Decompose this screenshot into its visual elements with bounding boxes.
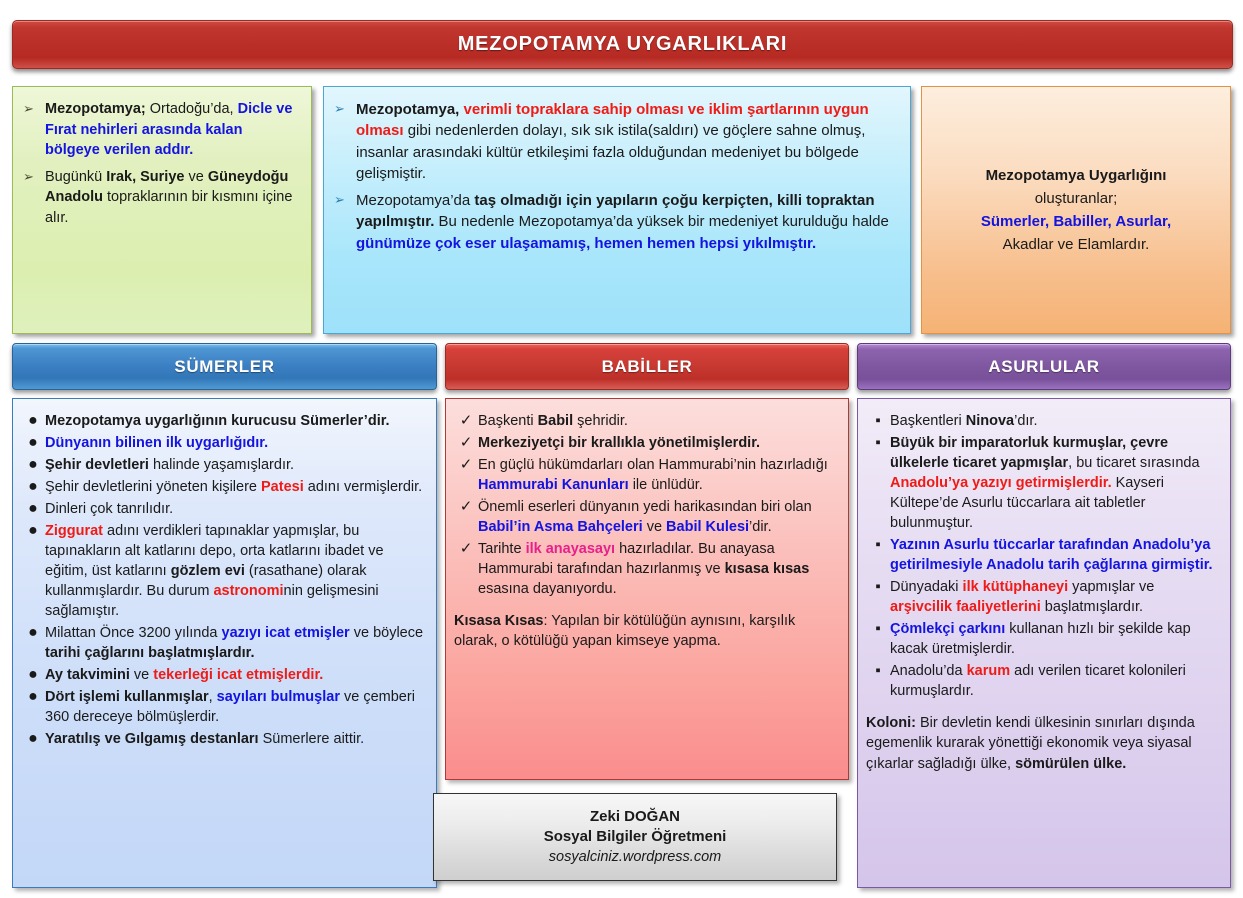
text-plain: adını vermişlerdir. (303, 479, 423, 495)
bullet-marker-icon: ▪ (875, 412, 881, 429)
text-plain: , bu ticaret sırasında (1068, 455, 1200, 471)
bullet-marker-icon: ▪ (875, 536, 881, 553)
list-item-text (45, 499, 426, 519)
bullet-marker-icon: ✓ (459, 498, 473, 515)
text-highlight-blue: sayıları bulmuşlar (216, 689, 340, 705)
bullet-marker-icon: ✓ (459, 434, 473, 451)
list-item-text (890, 661, 1220, 701)
text-bold: Mezopotamya; (45, 101, 146, 117)
list-item-text (45, 455, 426, 475)
bullet-marker-icon: ● (28, 730, 38, 747)
column-title-sumerler: SÜMERLER (174, 356, 275, 376)
text-bold: Irak, Suriye (106, 168, 185, 185)
column-babiller (445, 343, 849, 780)
text-bold: Yaratılış ve Gılgamış destanları (45, 731, 259, 747)
bullet-marker-icon: ✓ (459, 456, 473, 473)
civilizations-text (981, 164, 1171, 257)
text-bold: Mezopotamya uygarlığının kurucusu Sümerler’dir. (45, 413, 390, 429)
text-plain: , (208, 689, 217, 705)
column-footer-note (454, 611, 838, 652)
bullet-marker-icon: ● (28, 624, 38, 641)
column-title-asurlular: ASURLULAR (988, 356, 1100, 376)
bullet-marker-icon: ▪ (875, 434, 881, 451)
bullet-marker-icon: ▪ (875, 620, 881, 637)
list-item-text (45, 167, 297, 229)
info-box-civilizations (921, 86, 1231, 334)
list-item-text (478, 433, 838, 453)
civilizations-line (981, 164, 1171, 187)
text-highlight-red: verimli topraklara sahip olması ve iklim şartlarının uygun olması (356, 101, 869, 140)
text-plain: Tarihte (478, 541, 526, 557)
list-item (334, 190, 896, 254)
bullet-marker-icon: ● (28, 522, 38, 539)
text-bold: Dört işlemi kullanmışlar (45, 689, 209, 705)
list-item (21, 455, 426, 475)
column-asurlular (857, 343, 1231, 888)
civilizations-line (981, 187, 1171, 210)
page-title-banner (12, 20, 1233, 69)
text-plain: hazırladılar. Bu anayasa Hammurabi tarafından hazırlanmış ve (478, 541, 775, 577)
bullet-marker-icon: ● (28, 456, 38, 473)
list-item-text (890, 433, 1220, 533)
list-item (21, 499, 426, 519)
list-item-text (45, 433, 426, 453)
arrow-bullet-icon: ➢ (334, 192, 345, 208)
text-bold: Büyük bir imparatorluk kurmuşlar, çevre ülkelerle ticaret yapmışlar (890, 435, 1169, 471)
text-plain: : Yapılan bir kötülüğün aynısını, karşılık olarak, o kötülüğü yapan kimseye yapma. (454, 613, 796, 650)
author-website: sosyalciniz.wordpress.com (548, 848, 722, 865)
list-item (21, 623, 426, 663)
arrow-bullet-icon: ➢ (334, 101, 345, 116)
text-bold: sömürülen ülke. (1015, 755, 1127, 772)
arrow-bullet-icon: ➢ (23, 168, 34, 184)
author-name: Zeki DOĞAN (589, 807, 680, 825)
text-highlight-blue: Dünyanın bilinen ilk uygarlığıdır. (45, 435, 269, 451)
list-item-text (45, 411, 426, 431)
text-bold: Şehir devletleri (45, 457, 149, 473)
text-plain: oluşturanlar; (1034, 189, 1118, 207)
bullet-marker-icon: ● (28, 666, 38, 683)
info-box-definition (12, 86, 312, 334)
text-highlight-red: tekerleği icat etmişlerdir. (153, 667, 324, 683)
text-bold: Mezopotamya, (356, 101, 460, 118)
bullet-marker-icon: ✓ (459, 412, 473, 429)
text-highlight-blue: Çömlekçi çarkını (890, 621, 1006, 637)
text-highlight-magenta: ilk anayasayı (525, 541, 616, 557)
list-item-text (45, 477, 426, 497)
text-bold: Kısasa Kısas (454, 613, 544, 629)
list-item-text (890, 577, 1220, 617)
column-header-sumerler (12, 343, 437, 390)
text-bold: Babil (537, 413, 574, 429)
list-item (866, 619, 1220, 659)
text-highlight-blue: Babil Kulesi (666, 519, 750, 535)
definition-list (23, 99, 297, 228)
text-bold: Koloni: (866, 715, 916, 731)
list-item (21, 477, 426, 497)
text-highlight-blue: yazıyı icat etmişler (221, 625, 350, 641)
bullet-marker-icon: ▪ (875, 578, 881, 595)
text-plain: ve çemberi 360 dereceye bölmüşlerdir. (45, 689, 415, 725)
text-highlight-blue: Sümerler, Babiller, Asurlar, (980, 213, 1172, 230)
list-item-text (356, 190, 896, 254)
text-plain: esasına dayanıyordu. (478, 581, 617, 597)
text-highlight-blue: Yazının Asurlu tüccarlar tarafından Anadolu’ya getirilmesiyle Anadolu tarih çağlarına girmiştir. (890, 537, 1213, 573)
column-title-babiller: BABİLLER (601, 356, 693, 376)
list-item-text (890, 619, 1220, 659)
list-item-text (45, 623, 426, 663)
text-plain: başlatmışlardır. (1040, 599, 1144, 615)
text-plain: Dünyadaki (890, 579, 963, 595)
info-box-geography (323, 86, 911, 334)
list-item-text (478, 539, 838, 599)
text-highlight-blue: Dicle ve Fırat nehirleri arasında kalan bölgeye verilen addır. (45, 101, 293, 159)
list-item (866, 535, 1220, 575)
bullet-marker-icon: ▪ (875, 662, 881, 679)
list-item-text (356, 99, 896, 184)
text-plain: ile ünlüdür. (628, 477, 703, 493)
text-plain: ve böylece (349, 625, 424, 641)
text-plain: yapmışlar ve (1068, 579, 1155, 595)
text-plain: Bir devletin kendi ülkesinin sınırları dışında egemenlik kurarak yönettiği ekonomik veya siyasal çıkarlar sağladığı ülke, (866, 715, 1195, 772)
list-item (334, 99, 896, 184)
list-item (866, 577, 1220, 617)
text-plain: şehridir. (573, 413, 628, 429)
column-header-babiller (445, 343, 849, 390)
text-bold: gözlem evi (170, 563, 245, 579)
text-plain: adını verdikleri tapınaklar yapmışlar, bu tapınakların alt katlarını depo, orta katlarını ibadet ve eğitim, üst katlarını (45, 523, 384, 579)
bullet-marker-icon: ● (28, 412, 38, 429)
list-item (866, 433, 1220, 533)
column-body-asurlular (857, 398, 1231, 888)
list-item (454, 539, 838, 599)
list-item (866, 411, 1220, 431)
text-plain: Akadlar ve Elamlardır. (1002, 236, 1150, 254)
text-plain: Bu nedenle Mezopotamya’da yüksek bir medeniyet kurulduğu halde (434, 213, 889, 231)
text-plain: ve (129, 667, 154, 683)
list-item-text (45, 729, 426, 749)
text-plain: ’dir. (749, 519, 772, 535)
author-signature-box (433, 793, 837, 881)
text-plain: gibi nedenlerden dolayı, sık sık istila(saldırı) ve göçlere sahne olmuş, insanlar arasındaki kültür etkileşimi fazla olduğundan medeniyet bu bölgede gelişmiştir. (356, 122, 866, 182)
list-item-text (45, 687, 426, 727)
bullet-marker-icon: ✓ (459, 540, 473, 557)
column-header-asurlular (857, 343, 1231, 390)
text-plain: Kayseri Kültepe’de Asurlu tüccarlara ait tabletler bulunmuştur. (890, 475, 1164, 531)
text-highlight-red: karum (966, 663, 1011, 679)
text-highlight-red: astronomi (213, 583, 284, 599)
list-item (21, 687, 426, 727)
text-plain: adı verilen ticaret kolonileri kurmuşlardır. (890, 663, 1186, 699)
text-bold: taş olmadığı için yapıların çoğu kerpiçten, killi topraktan yapılmıştır. (356, 192, 875, 231)
list-item (21, 729, 426, 749)
text-plain: Milattan Önce 3200 yılında (45, 625, 222, 641)
text-bold: kısasa kısas (724, 561, 810, 577)
text-plain: Başkentleri (890, 413, 966, 429)
bullet-marker-icon: ● (28, 500, 38, 517)
text-highlight-red: Patesi (261, 479, 304, 495)
list-item (23, 99, 297, 161)
column-body-babiller (445, 398, 849, 780)
text-highlight-red: Anadolu’ya yazıyı getirmişlerdir. (890, 475, 1112, 491)
list-item (21, 411, 426, 431)
text-plain: topraklarının bir kısmını içine alır. (45, 189, 293, 226)
civilizations-line (981, 210, 1171, 233)
text-highlight-red: ilk kütüphaneyi (962, 579, 1069, 595)
list-item-text (45, 99, 297, 161)
text-bold: Güneydoğu Anadolu (45, 168, 289, 206)
text-bold: tarihi çağlarını başlatmışlardır. (45, 645, 255, 661)
text-plain: (rasathane) olarak kullanmışlardır. Bu durum (45, 563, 367, 599)
text-plain: Şehir devletlerini yöneten kişilere (45, 479, 261, 495)
bullet-marker-icon: ● (28, 478, 38, 495)
list-item (454, 455, 838, 495)
text-plain: nin gelişmesini sağlamıştır. (45, 583, 379, 619)
civilizations-line (981, 233, 1171, 256)
list-item-text (478, 497, 838, 537)
list-item (454, 433, 838, 453)
text-plain: Dinleri çok tanrılıdır. (45, 501, 174, 517)
text-plain: kullanan hızlı bir şekilde kap kacak üretmişlerdir. (890, 621, 1191, 657)
bullet-marker-icon: ● (28, 434, 38, 451)
list-item (23, 167, 297, 229)
text-plain: ’dır. (1014, 413, 1038, 429)
text-plain: ve (642, 519, 667, 535)
text-bold: Ninova (965, 413, 1015, 429)
list-item (454, 411, 838, 431)
text-bold: Merkeziyetçi bir krallıkla yönetilmişlerdir. (478, 435, 761, 451)
text-highlight-blue: Babil’in Asma Bahçeleri (478, 519, 643, 535)
page-title: MEZOPOTAMYA UYGARLIKLARI (457, 33, 788, 55)
column-sumerler (12, 343, 437, 888)
list-item-text (890, 411, 1220, 431)
text-plain: En güçlü hükümdarları olan Hammurabi’nin hazırladığı (478, 457, 828, 473)
geography-list (334, 99, 896, 254)
text-plain: Mezopotamya’da (356, 192, 475, 210)
text-plain: halinde yaşamışlardır. (148, 457, 295, 473)
list-item (866, 661, 1220, 701)
list-item-text (478, 411, 838, 431)
top-info-row (12, 86, 1231, 334)
text-highlight-red: arşivcilik faaliyetlerini (890, 599, 1041, 615)
column-footer-note (866, 713, 1220, 774)
text-plain: ve (184, 168, 208, 185)
column-body-sumerler (12, 398, 437, 888)
list-item (454, 497, 838, 537)
text-highlight-blue: Hammurabi Kanunları (478, 477, 629, 493)
text-plain: Anadolu’da (890, 663, 967, 679)
list-item (21, 665, 426, 685)
text-bold: Ay takvimini (45, 667, 130, 683)
list-item-text (45, 521, 426, 621)
list-item-text (45, 665, 426, 685)
author-role: Sosyal Bilgiler Öğretmeni (543, 828, 727, 846)
list-item (21, 521, 426, 621)
text-plain: Başkenti (478, 413, 538, 429)
text-plain: Bugünkü (45, 168, 107, 185)
bullet-marker-icon: ● (28, 688, 38, 705)
list-item (21, 433, 426, 453)
list-item-text (478, 455, 838, 495)
text-plain: Önemli eserleri dünyanın yedi harikasından biri olan (478, 499, 812, 515)
text-bold: Mezopotamya Uygarlığını (985, 166, 1167, 184)
text-highlight-blue: günümüze çok eser ulaşamamış, hemen hemen hepsi yıkılmıştır. (356, 234, 817, 252)
arrow-bullet-icon: ➢ (23, 101, 34, 116)
text-plain: Sümerlere aittir. (258, 731, 365, 747)
list-item-text (890, 535, 1220, 575)
text-plain: Ortadoğu’da, (145, 101, 238, 117)
text-highlight-red: Ziggurat (45, 523, 103, 539)
